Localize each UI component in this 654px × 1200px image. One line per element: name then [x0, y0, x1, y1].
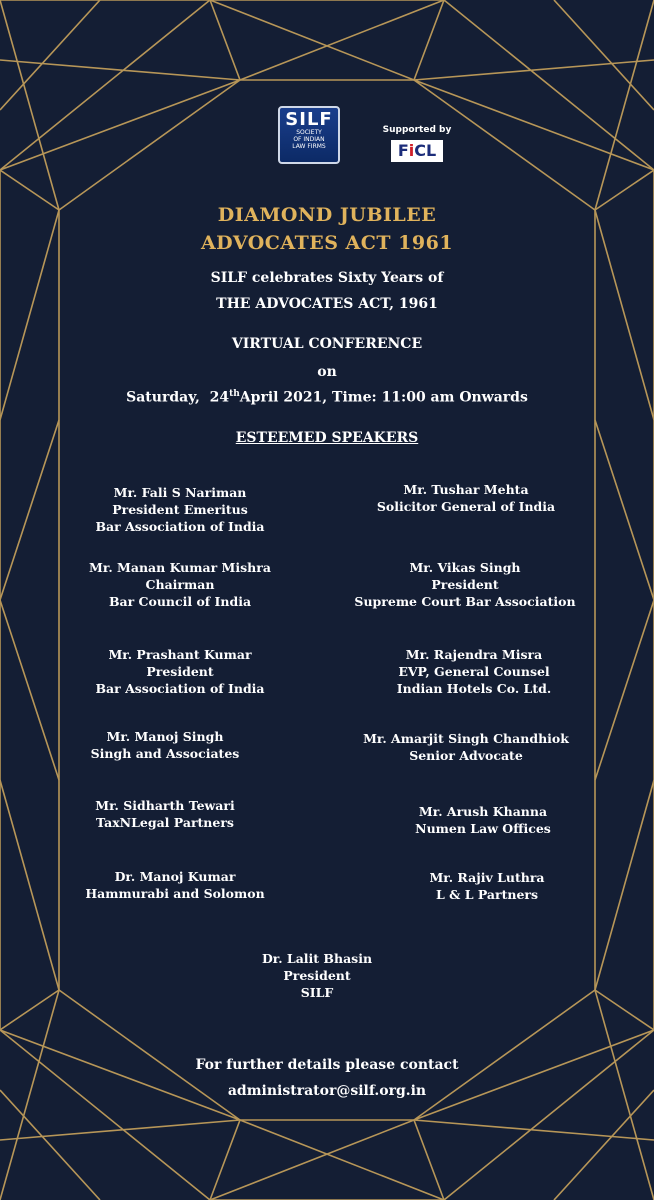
speaker-org: Bar Association of India [95, 681, 265, 696]
ficl-logo-prefix: F [397, 141, 409, 160]
speaker-org: Singh and Associates [90, 746, 240, 761]
contact-email: administrator@silf.org.in [227, 1083, 427, 1099]
event-title-line1: DIAMOND JUBILEE [217, 204, 437, 226]
speaker-org: Bar Association of India [95, 519, 265, 534]
speaker-card [346, 730, 586, 764]
event-title-line2: ADVOCATES ACT 1961 [200, 232, 454, 254]
speaker-card [346, 481, 586, 515]
speaker-card [60, 646, 300, 697]
speaker-card [60, 559, 300, 610]
speaker-name: Mr. Manoj Singh [106, 729, 224, 744]
speaker-org: Senior Advocate [409, 748, 523, 763]
speaker-org: Indian Hotels Co. Ltd. [396, 681, 552, 696]
silf-logo-line: OF INDIAN [293, 136, 325, 143]
speaker-name: Mr. Arush Khanna [418, 804, 548, 819]
speaker-name: Mr. Vikas Singh [409, 560, 521, 575]
speaker-org: Supreme Court Bar Association [354, 594, 576, 609]
speaker-card [55, 868, 295, 902]
speaker-card [363, 803, 603, 837]
event-date-prefix: Saturday, 24 [126, 389, 230, 406]
speaker-card [367, 869, 607, 903]
speaker-title: EVP, General Counsel [398, 664, 550, 679]
event-subtitle-line2: THE ADVOCATES ACT, 1961 [216, 296, 438, 312]
event-date-ordinal: th [229, 389, 240, 399]
event-date [60, 389, 594, 406]
event-on: on [317, 364, 337, 380]
speaker-card [45, 797, 285, 831]
speaker-name: Mr. Prashant Kumar [108, 647, 252, 662]
silf-logo-line: SOCIETY [296, 129, 322, 136]
speaker-card [45, 728, 285, 762]
speaker-name: Mr. Rajendra Misra [405, 647, 543, 662]
ficl-logo [391, 140, 443, 162]
speaker-org: L & L Partners [435, 887, 539, 902]
speaker-name: Mr. Manan Kumar Mishra [89, 560, 271, 575]
speaker-name: Mr. Fali S Nariman [113, 485, 247, 500]
speakers-heading: ESTEEMED SPEAKERS [235, 430, 419, 446]
speaker-card [197, 950, 437, 1001]
speaker-title: Chairman [145, 577, 215, 592]
event-subtitle-line1: SILF celebrates Sixty Years of [210, 270, 444, 286]
speaker-name: Mr. Rajiv Luthra [429, 870, 545, 885]
speaker-org: Numen Law Offices [415, 821, 551, 836]
ficl-logo-suffix: CL [414, 141, 437, 160]
ficl-logo-accent: i [408, 141, 415, 160]
speaker-card [345, 559, 585, 610]
speaker-org: Bar Council of India [108, 594, 252, 609]
speaker-name: Mr. Amarjit Singh Chandhiok [363, 731, 569, 746]
speaker-org: TaxNLegal Partners [96, 815, 234, 830]
speaker-name: Dr. Manoj Kumar [114, 869, 236, 884]
silf-logo [278, 106, 340, 164]
speaker-title: President [146, 664, 214, 679]
speaker-title: President [431, 577, 499, 592]
speaker-org: Hammurabi and Solomon [85, 886, 265, 901]
speaker-org: SILF [300, 985, 334, 1000]
supported-by-label: Supported by [382, 125, 452, 135]
contact-label: For further details please contact [195, 1057, 459, 1073]
event-date-suffix: April 2021, Time: 11:00 am Onwards [239, 389, 528, 406]
speaker-org: Solicitor General of India [376, 499, 556, 514]
silf-logo-mark: SILF [285, 109, 333, 130]
silf-logo-line: LAW FIRMS [292, 143, 326, 150]
speaker-title: President [283, 968, 351, 983]
speaker-name: Mr. Sidharth Tewari [95, 798, 235, 813]
speaker-title: President Emeritus [112, 502, 248, 517]
speaker-name: Dr. Lalit Bhasin [261, 951, 373, 966]
speaker-card [354, 646, 594, 697]
event-format: VIRTUAL CONFERENCE [231, 336, 423, 352]
speaker-name: Mr. Tushar Mehta [403, 482, 529, 497]
speaker-card [60, 484, 300, 535]
